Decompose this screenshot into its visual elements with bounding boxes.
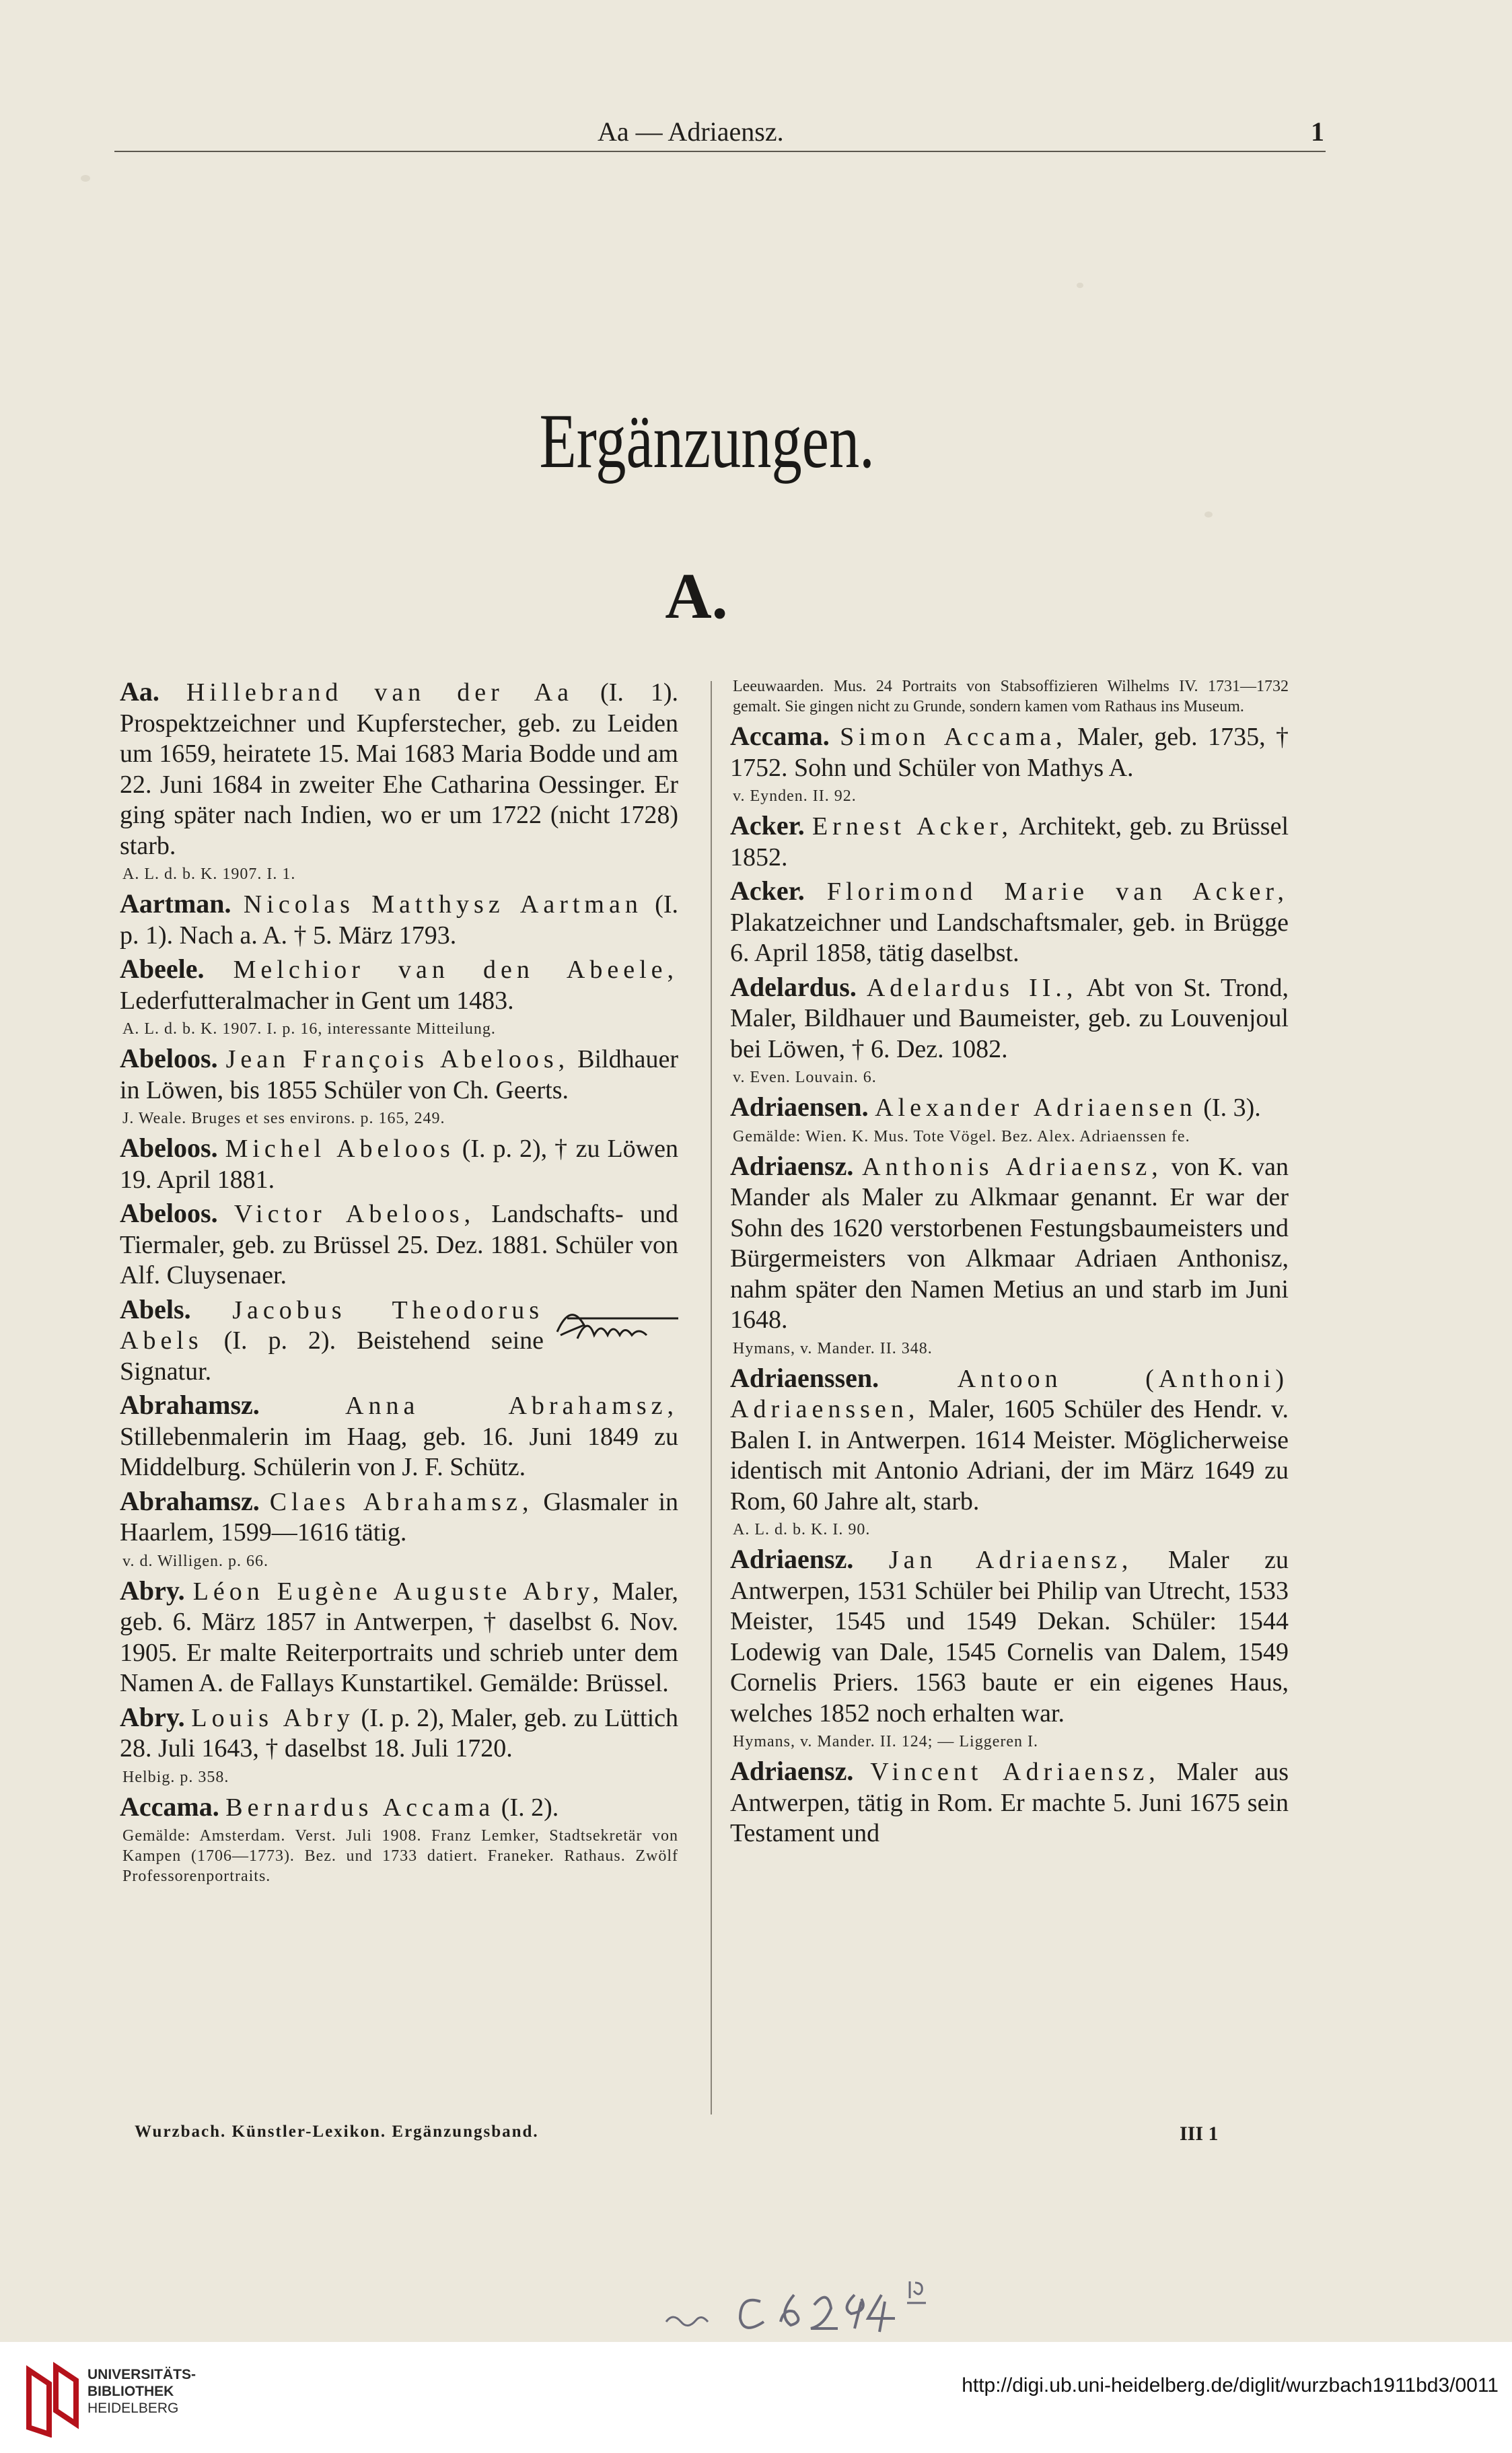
lexicon-entry [730,810,1289,873]
entry-source-reference: J. Weale. Bruges et ses environs. p. 165, 249. [122,1110,445,1127]
left-column [120,676,678,1890]
entry-headword: Abeele. [120,954,205,984]
lexicon-entry [120,1791,678,1824]
entry-text: Maler aus Antwerpen, tätig in Rom. Er machte 5. Juni 1675 sein Testament und [730,1758,1289,1847]
lexicon-entry [730,1151,1289,1336]
entry-source-reference: v. Even. Louvain. 6. [733,1069,877,1086]
library-name-line: UNIVERSITÄTS- [87,2367,196,2382]
entry-headword: Acker. [730,876,805,906]
entry-source-reference: Hymans, v. Mander. II. 124; — Liggeren I. [733,1733,1039,1750]
entry-headword: Adriaensz. [730,1544,854,1574]
entry-text: Landschafts- und Tiermaler, geb. zu Brüssel 25. Dez. 1881. Schüler von Alf. Cluysenaer. [120,1200,678,1289]
handwritten-shelfmark [659,2275,996,2342]
entry-text: (I. 3). [1196,1094,1261,1122]
entry-artist-name: Claes Abrahamsz, [269,1487,534,1516]
entry-source-reference: v. Eynden. II. 92. [733,787,857,805]
entry-text: Architekt, geb. zu Brüssel 1852. [730,812,1289,872]
entry-artist-name: Jan Adriaensz, [888,1546,1133,1574]
entry-text: Bildhauer in Löwen, bis 1855 Schüler von Ch. Geerts. [120,1045,678,1104]
entry-source-reference: Leeuwaarden. Mus. 24 Portraits von Stabsoffizieren Wilhelms IV. 1731—1732 gemalt. Sie gingen nicht zu Grunde, sondern kamen vom Rathaus ins Museum. [733,678,1289,715]
entry-headword: Abeloos. [120,1043,218,1073]
lexicon-entry [730,721,1289,783]
entry-source-reference: Hymans, v. Mander. II. 348. [733,1339,933,1357]
library-footer-bar [0,2342,1512,2453]
entry-artist-name: Léon Eugène Auguste Abry, [192,1577,604,1606]
entry-text: Maler, 1605 Schüler des Hendr. v. Balen I. in Antwerpen. 1614 Meister. Möglicherweise identisch mit Antonio Adriani, der im März 1649 zu Rom, 60 Jahre alt, starb. [730,1395,1289,1516]
entry-headword: Abrahamsz. [120,1390,260,1420]
entry-source-reference: Gemälde: Wien. K. Mus. Tote Vögel. Bez. Alex. Adriaenssen fe. [733,1127,1190,1145]
entry-source-reference: A. L. d. b. K. I. 90. [733,1521,871,1538]
entry-artist-name: Simon Accama, [840,723,1067,751]
lexicon-entry [730,972,1289,1065]
entry-headword: Adriaenssen. [730,1362,879,1393]
lexicon-entry [120,888,678,951]
entry-source-reference: v. d. Willigen. p. 66. [122,1552,269,1570]
lexicon-entry [120,1486,678,1549]
entry-headword: Abeloos. [120,1198,218,1228]
library-name-line: HEIDELBERG [87,2401,179,2416]
entry-text: (I. 1). Prospektzeichner und Kupferstecher, geb. zu Leiden um 1659, heiratete 15. Mai 1683 Maria Bodde und am 22. Juni 1684 in zweiter Ehe Catharina Oessinger. Er ging später nach Indien, wo er um 1722 (nicht 1728) starb. [120,678,679,860]
entry-artist-name: Alexander Adriaensen [875,1094,1197,1122]
paper-spot [1204,511,1213,518]
entry-source-reference: Helbig. p. 358. [122,1768,229,1786]
entry-text: (I. p. 2), † zu Löwen 19. April 1881. [120,1135,678,1194]
entry-artist-name: Louis Abry [191,1703,355,1732]
lexicon-entry [120,676,678,861]
entry-artist-name: Vincent Adriaensz, [870,1758,1160,1786]
entry-artist-name: Nicolas Matthysz Aartman [243,890,643,919]
entry-headword: Adriaensz. [730,1756,854,1786]
entry-artist-name: Melchior van den Abeele, [233,956,679,984]
entry-artist-name: Anthonis Adriaensz, [862,1152,1163,1181]
entry-artist-name: Victor Abeloos, [233,1200,476,1228]
entry-artist-name: Jacobus Theodorus Abels [120,1295,544,1355]
entry-headword: Aa. [120,676,159,707]
entry-headword: Abry. [120,1701,185,1732]
entry-artist-name: Bernardus Accama [225,1793,495,1822]
running-head [0,116,1512,156]
lexicon-entry [120,1294,678,1388]
entry-artist-name: Michel Abeloos [225,1135,455,1163]
page-number: 1 [1311,116,1324,147]
lexicon-entry [120,1133,678,1195]
lexicon-entry [730,1092,1289,1124]
entry-text: Glasmaler in Haarlem, 1599—1616 tätig. [120,1487,678,1547]
library-name [87,2366,196,2417]
entry-headword: Adelardus. [730,971,857,1002]
entry-headword: Accama. [730,721,830,751]
page-title: Ergänzungen. [539,398,875,485]
entry-headword: Abry. [120,1575,185,1606]
entry-text: Abt von St. Trond, Maler, Bildhauer und Baumeister, geb. zu Louvenjoul bei Löwen, † 6. Dez. 1082. [730,973,1289,1063]
signature-mark: III 1 [1180,2123,1219,2145]
lexicon-entry [730,876,1289,969]
lexicon-entry [120,1702,678,1765]
source-url-link[interactable]: http://digi.ub.uni-heidelberg.de/diglit/wurzbach1911bd3/0011 [962,2374,1499,2396]
entry-headword: Adriaensen. [730,1092,869,1122]
entry-headword: Aartman. [120,888,231,919]
entry-artist-name: Anna Abrahamsz, [345,1392,678,1420]
entry-text: Plakatzeichner und Landschaftsmaler, geb. in Brügge 6. April 1858, tätig daselbst. [730,908,1289,967]
lexicon-entry [120,1390,678,1483]
entry-text: Maler, geb. 1735, † 1752. Sohn und Schüler von Mathys A. [730,723,1289,782]
entry-headword: Accama. [120,1791,219,1822]
entry-artist-name: Antoon (Anthoni) Adriaenssen, [730,1364,1289,1423]
entry-text: Lederfutteralmacher in Gent um 1483. [120,986,514,1015]
entry-text: von K. van Mander als Maler zu Alkmaar genannt. Er war der Sohn des 1620 verstorbenen Festungsbaumeisters und Bürgermeisters von Alkmaar Adriaen Anthonisz, nahm später den Namen Metius an und starb im Juni 1648. [730,1152,1289,1334]
column-divider [711,681,712,2114]
lexicon-entry [120,1043,678,1106]
entry-headword: Abeloos. [120,1133,218,1163]
right-column [730,676,1289,1852]
lexicon-entry [120,954,678,1016]
entry-text: Maler zu Antwerpen, 1531 Schüler bei Philip van Utrecht, 1533 Meister, 1545 und 1549 Dekan. Schüler: 1544 Lodewig van Dale, 1545 Cornelis van Dalem, 1549 Cornelis Priers. 1563 baute er ein eigenes Haus, welches 1852 noch erhalten war. [730,1546,1289,1728]
entry-source-reference: A. L. d. b. K. 1907. I. p. 16, interessante Mitteilung. [122,1020,496,1038]
paper-spot [1077,283,1083,288]
signature-line: Wurzbach. Künstler-Lexikon. Ergänzungsband. [135,2123,539,2141]
entry-artist-name: Hillebrand van der Aa [186,678,574,707]
entry-headword: Abels. [120,1293,191,1324]
entry-text: Stillebenmalerin im Haag, geb. 16. Juni 1849 zu Middelburg. Schülerin von J. F. Schütz. [120,1422,678,1481]
entry-artist-name: Ernest Acker, [812,812,1013,841]
section-letter: A. [665,560,728,632]
entry-artist-name: Adelardus II., [866,973,1078,1002]
entry-source-reference: Gemälde: Amsterdam. Verst. Juli 1908. Franz Lemker, Stadtsekretär von Kampen (1706—1773). Bez. und 1733 datiert. Franeker. Rathaus. Zwölf Professorenportraits. [122,1827,678,1885]
entry-text: Maler, geb. 6. März 1857 in Antwerpen, † daselbst 6. Nov. 1905. Er malte Reiterportraits und schrieb unter dem Namen A. de Fallays Kunstartikel. Gemälde: Brüssel. [120,1577,678,1697]
library-name-line: BIBLIOTHEK [87,2384,174,2399]
entry-source-reference: A. L. d. b. K. 1907. I. 1. [122,865,296,883]
running-head-rule [114,151,1326,152]
entry-text: (I. p. 2). Beistehend seine Signatur. [120,1326,544,1386]
entry-text: (I. p. 2), Maler, geb. zu Lüttich 28. Juli 1643, † daselbst 18. Juli 1720. [120,1703,678,1763]
entry-headword: Acker. [730,810,805,841]
lexicon-entry [120,1198,678,1291]
artist-signature-image [550,1298,678,1345]
entry-headword: Adriaensz. [730,1150,854,1181]
entry-artist-name: Jean François Abeloos, [225,1045,570,1073]
lexicon-entry [730,1544,1289,1729]
running-head-title: Aa — Adriaensz. [598,116,784,147]
entry-text: (I. p. 1). Nach a. A. † 5. März 1793. [120,890,678,950]
entry-artist-name: Florimond Marie van Acker, [826,878,1289,906]
lexicon-entry [730,1363,1289,1518]
lexicon-entry [120,1575,678,1699]
entry-text: (I. 2). [495,1793,559,1822]
lexicon-entry [730,1756,1289,1849]
entry-headword: Abrahamsz. [120,1485,260,1516]
paper-spot [81,175,90,182]
library-logo-icon [19,2357,79,2438]
